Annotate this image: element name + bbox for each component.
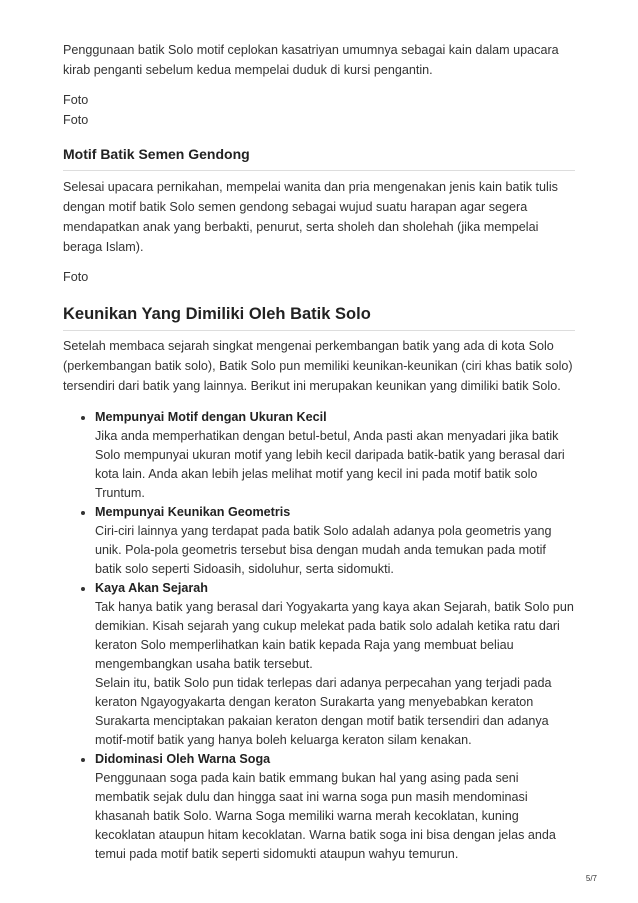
foto-caption-2: Foto [63,113,89,127]
intro-paragraph: Penggunaan batik Solo motif ceplokan kasatriyan umumnya sebagai kain dalam upacara kirab penganti sebelum kedua mempelai duduk di kursi pengantin. [63,43,559,77]
keunikan-list [63,408,575,864]
document-page [63,40,575,864]
list-item-term: • Kaya Akan Sejarah [95,581,208,595]
heading-keunikan: Keunikan Yang Dimiliki Oleh Batik Solo [63,303,575,331]
keunikan-paragraph: Setelah membaca sejarah singkat mengenai perkembangan batik yang ada di kota Solo (perkembangan batik solo), Batik Solo pun memiliki keunikan-keunikan (ciri khas batik solo) tersendiri dari batik yang lainnya. Berikut ini merupakan keunikan yang dimiliki batik Solo. [63,339,573,393]
semen-paragraph: Selesai upacara pernikahan, mempelai wanita dan pria mengenakan jenis kain batik tulis dengan motif batik Solo semen gendong sebagai wujud suatu harapan agar segera mendapatkan anak yang berbakti, penurut, serta sholeh dan sholehah (jika mempelai beraga Islam). [63,180,558,254]
page-number: 5/7 [585,874,597,883]
list-item [95,408,575,503]
list-item-desc: Penggunaan soga pada kain batik emmang bukan hal yang asing pada seni membatik sejak dulu dan hingga saat ini warna soga pun masih mendominasi khasanah batik Solo. Warna Soga memiliki warna merah kecoklatan, kuning kecoklatan ataupun hitam kecoklatan. Warna batik soga ini bisa dengan jelas anda temui pada motif batik seperti sidomukti ataupun wahyu temurun. [95,771,556,861]
list-item-term: • Didominasi Oleh Warna Soga [95,752,271,766]
list-item-desc: Jika anda memperhatikan dengan betul-betul, Anda pasti akan menyadari jika batik Solo mempunyai ukuran motif yang lebih kecil daripada batik-batik yang berasal dari kota lain. Anda akan lebih jelas melihat motif yang kecil ini pada motif batik solo Truntum. [95,429,565,500]
list-item [95,579,575,750]
foto-caption-3: Foto [63,270,89,284]
list-item-desc-continued: Selain itu, batik Solo pun tidak terlepas dari adanya perpecahan yang terjadi pada keraton Ngayogyakarta dengan keraton Surakarta yang menyebabkan keraton Surakarta menciptakan pakaian keraton dengan motif batik tersendiri dan adanya motif-motif batik yang hanya boleh keluarga keraton silam kenakan. [95,676,552,747]
heading-semen-gendong: Motif Batik Semen Gendong [63,144,575,171]
list-item-desc: Tak hanya batik yang berasal dari Yogyakarta yang kaya akan Sejarah, batik Solo pun demikian. Kisah sejarah yang cukup melekat pada batik solo adalah ketika ratu dari keraton Solo memperlihatkan kain batik kepada Raja yang membuat beliau mengembangkan usaha batik tersebut. [95,600,574,671]
list-item-desc: Ciri-ciri lainnya yang terdapat pada batik Solo adalah adanya pola geometris yang unik. Pola-pola geometris tersebut bisa dengan mudah anda temukan pada motif batik solo seperti Sidoasih, sidoluhur, serta sidomukti. [95,524,552,576]
list-item-term: • Mempunyai Motif dengan Ukuran Kecil [95,410,327,424]
foto-caption-1: Foto [63,93,89,107]
list-item [95,750,575,864]
list-item-term: • Mempunyai Keunikan Geometris [95,505,291,519]
list-item [95,503,575,579]
